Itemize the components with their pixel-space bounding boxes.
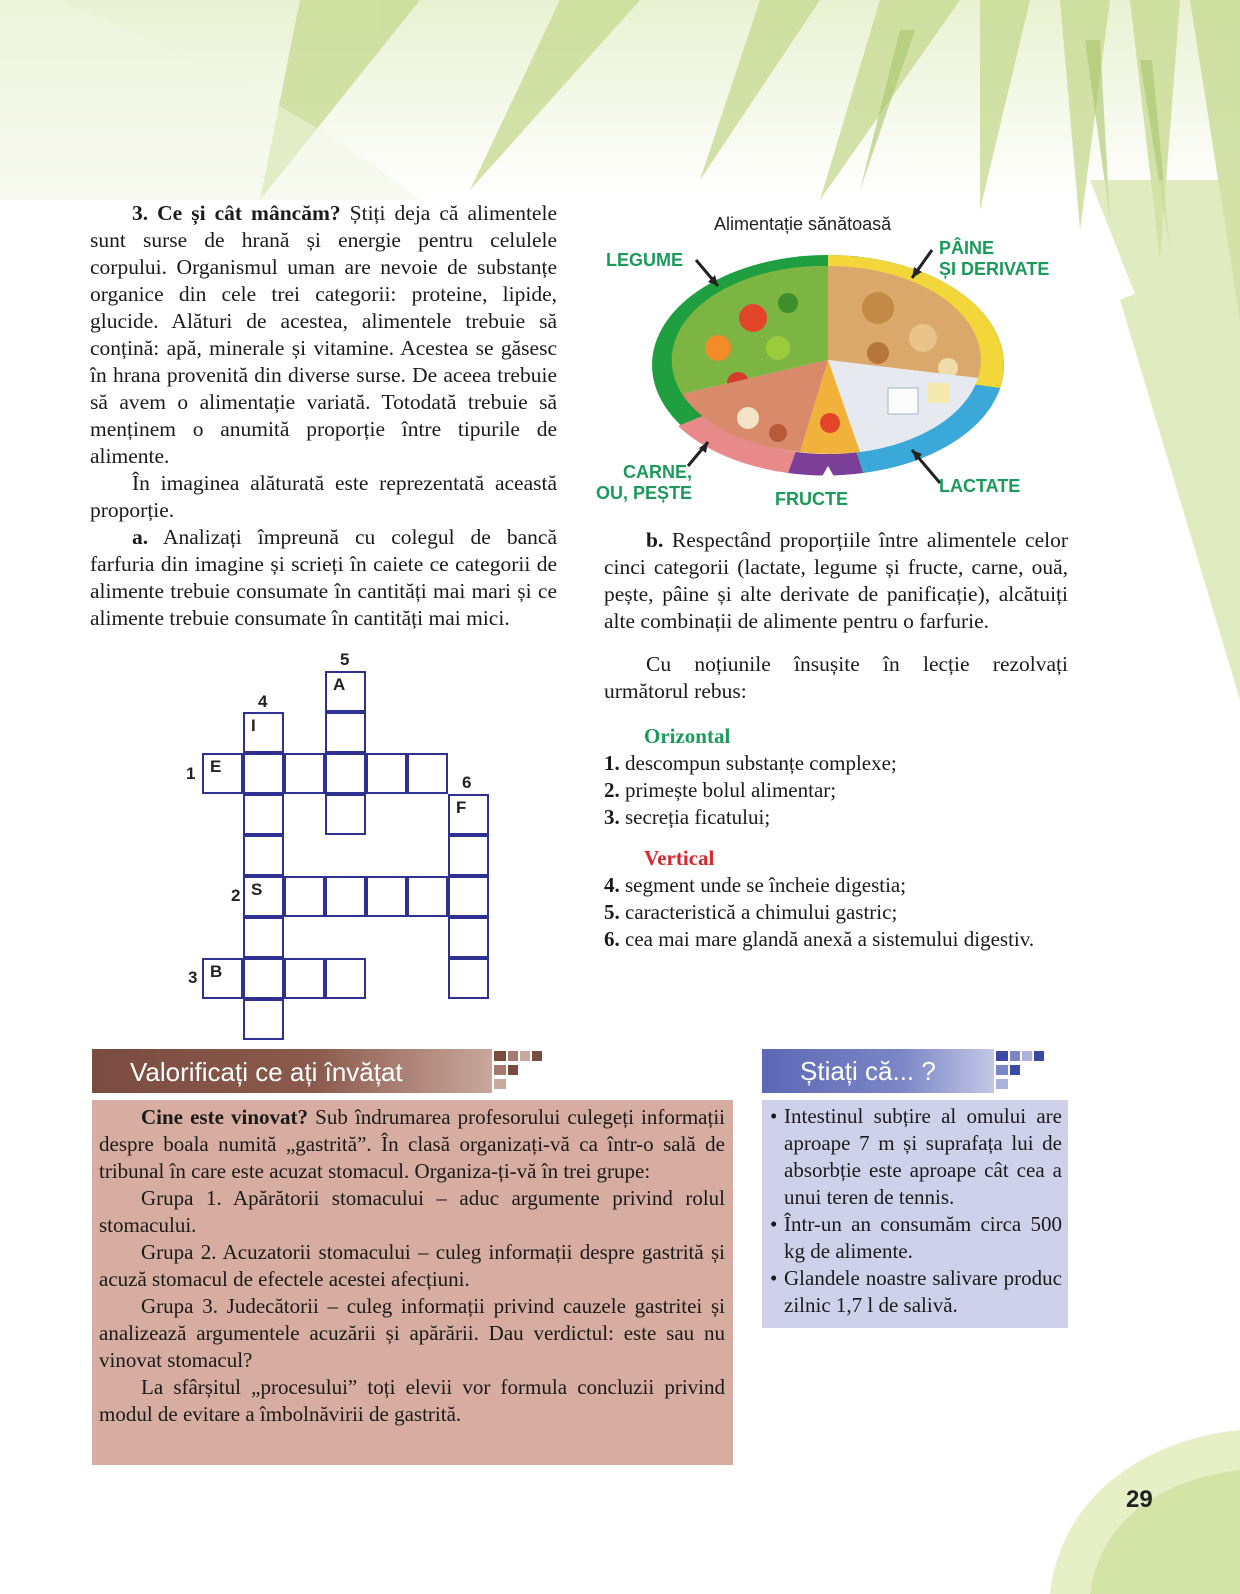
crossword-cell[interactable]: [448, 917, 489, 958]
orizontal-clue-2-text: primește bolul alimentar;: [619, 778, 837, 802]
crossword-cell[interactable]: B: [202, 958, 243, 999]
orizontal-clue-1-text: descompun substanțe complexe;: [619, 751, 897, 775]
vertical-clue-5-num: 5.: [604, 900, 620, 924]
crossword-cell[interactable]: [407, 753, 448, 794]
valorificati-conclusion: La sfârșitul „procesului” toți elevii vor formula concluzii privind modul de evitare a îmbolnăvirii de gastrită.: [99, 1375, 725, 1426]
crossword-cell[interactable]: [448, 876, 489, 917]
valorificati-group-2: Grupa 2. Acuzatorii stomacului – culeg informații despre gastrită și acuză stomacul de efectele acestei afecțiuni.: [99, 1240, 725, 1291]
healthy-plate-figure: [578, 198, 1078, 518]
crossword-number-3: 3: [188, 968, 198, 987]
vertical-clue-5: [604, 899, 1068, 926]
crossword-number-6: 6: [462, 773, 472, 792]
crossword-cell[interactable]: S: [243, 876, 284, 917]
crossword-number-2: 2: [231, 886, 241, 905]
valorificati-intro-text: Sub îndrumarea profesorului culegeți informații despre boala numită „gastrită”. În clasă organizați-vă ca într-o sală de tribunal în care este acuzat stomacul. Organiza-ți-vă în trei grupe:: [99, 1105, 725, 1183]
orizontal-clue-1: [604, 750, 1068, 777]
stiati-fact-2-text: Într-un an consumăm circa 500 kg de alimente.: [784, 1212, 1062, 1263]
valorificati-banner: [92, 1049, 492, 1093]
crossword-cell[interactable]: [243, 958, 284, 999]
section-3-text: Știți deja că alimentele sunt surse de hrană și energie pentru celulele corpului. Organismul uman are nevoie de substanțe organice din cele trei categorii: proteine, lipide, glucide. Alături de acestea, alimentele trebuie să conțină: apă, minerale și vitamine. Acestea se găsesc în hrana provenită din diverse surse. De aceea trebuie să avem o alimentație variată. Totodată trebuie să menținem o anumită proporție între tipurile de alimente.: [90, 201, 557, 468]
crossword-cell[interactable]: [366, 876, 407, 917]
valorificati-intro: [99, 1104, 725, 1185]
section-3-title: 3. Ce și cât mâncăm?: [132, 201, 341, 225]
crossword-cell[interactable]: [448, 958, 489, 999]
orizontal-title: Orizontal: [644, 724, 731, 748]
section-3-body: [90, 200, 557, 632]
plate-label-fructe: FRUCTE: [775, 489, 848, 509]
crossword-cell[interactable]: [325, 958, 366, 999]
crossword-cell[interactable]: [325, 712, 366, 753]
plate-title: Alimentație sănătoasă: [714, 214, 892, 234]
stiati-fact-1: [770, 1103, 1062, 1211]
stiati-banner-title: Știați că... ?: [800, 1056, 936, 1086]
crossword-cell[interactable]: [448, 835, 489, 876]
crossword-number-1: 1: [186, 764, 196, 783]
crossword-number-5: 5: [340, 650, 350, 669]
stiati-fact-2: [770, 1211, 1062, 1265]
plate-label-paine: [939, 238, 1049, 280]
plate-label-legume: LEGUME: [606, 250, 684, 270]
valorificati-squares-icon: [494, 1049, 544, 1093]
crossword-cell[interactable]: [243, 999, 284, 1040]
orizontal-clue-3-num: 3.: [604, 805, 620, 829]
stiati-squares-icon: [996, 1049, 1046, 1093]
stiati-fact-3: [770, 1265, 1062, 1319]
task-a: [90, 524, 557, 632]
vertical-clue-5-text: caracteristică a chimului gastric;: [619, 900, 898, 924]
vertical-clue-4: [604, 872, 1068, 899]
crossword-cell[interactable]: I: [243, 712, 284, 753]
plate-label-carne: [586, 462, 692, 504]
valorificati-group-3: Grupa 3. Judecătorii – culeg informații privind cauzele gastritei și analizează argumentele acuzării și apărării. Dau verdictul: este sau nu vinovat stomacul?: [99, 1294, 725, 1372]
vertical-clue-6-text: cea mai mare glandă anexă a sistemului digestiv.: [619, 927, 1035, 951]
valorificati-title: Cine este vinovat?: [141, 1105, 309, 1129]
crossword-cell[interactable]: [243, 917, 284, 958]
vertical-clue-4-num: 4.: [604, 873, 620, 897]
plate-label-paine-line1: PÂINE: [939, 238, 995, 258]
crossword-cell[interactable]: [325, 794, 366, 835]
stiati-fact-3-text: Glandele noastre salivare produc zilnic 1,7 l de salivă.: [784, 1266, 1062, 1317]
task-b: [604, 527, 1068, 635]
crossword-cell[interactable]: [284, 958, 325, 999]
orizontal-clue-3: [604, 804, 1068, 831]
plate-label-carne-line2: OU, PEȘTE: [595, 483, 692, 503]
orizontal-clue-2: [604, 777, 1068, 804]
orizontal-clue-1-num: 1.: [604, 751, 620, 775]
vertical-clue-6-num: 6.: [604, 927, 620, 951]
task-b-and-rebus: [604, 527, 1068, 953]
bullet-icon: •: [770, 1266, 778, 1290]
task-b-text: Respectând proporțiile între alimentele celor cinci categorii (lactate, legume și fructe, carne, ouă, pește, pâine și alte derivate de panificație), alcătuiți alte combinații de alimente pentru o farfurie.: [604, 528, 1068, 633]
orizontal-clue-2-num: 2.: [604, 778, 620, 802]
section-3-paragraph-1: [90, 200, 557, 470]
vertical-clue-6: [604, 926, 1068, 953]
vertical-title: Vertical: [644, 846, 715, 870]
orizontal-clue-3-text: secreția ficatului;: [619, 805, 771, 829]
crossword-cell[interactable]: [407, 876, 448, 917]
task-b-label: b.: [646, 528, 664, 552]
valorificati-group-1: Grupa 1. Apărătorii stomacului – aduc argumente privind rolul stomacului.: [99, 1186, 725, 1237]
task-a-label: a.: [132, 525, 149, 549]
page-number: 29: [1126, 1486, 1153, 1513]
crossword-cell[interactable]: [243, 835, 284, 876]
crossword-cell[interactable]: [366, 753, 407, 794]
crossword-number-4: 4: [258, 692, 268, 711]
crossword-cell[interactable]: F: [448, 794, 489, 835]
rebus-intro: Cu noțiunile însușite în lecție rezolvați următorul rebus:: [604, 652, 1068, 703]
crossword-cell[interactable]: [284, 753, 325, 794]
crossword-cell[interactable]: [325, 753, 366, 794]
vertical-clue-4-text: segment unde se încheie digestia;: [619, 873, 907, 897]
bullet-icon: •: [770, 1212, 778, 1236]
stiati-fact-1-text: Intestinul subțire al omului are aproape 7 m și suprafața lui de absorbție este aproape cât cea a unui teren de tennis.: [784, 1104, 1062, 1209]
stiati-banner: [762, 1049, 994, 1093]
stiati-box: [762, 1100, 1068, 1328]
crossword-cell[interactable]: [243, 753, 284, 794]
section-3-paragraph-2: În imaginea alăturată este reprezentată această proporție.: [90, 471, 557, 522]
plate-label-carne-line1: CARNE,: [622, 462, 692, 482]
task-a-text: Analizați împreună cu colegul de bancă farfuria din imagine și scrieți în caiete ce categorii de alimente trebuie consumate în cantități mai mari și ce alimente trebuie consumate în cantități mai mici.: [90, 525, 557, 630]
plate-label-lactate: LACTATE: [939, 476, 1021, 496]
crossword-cell[interactable]: E: [202, 753, 243, 794]
crossword-cell[interactable]: [243, 794, 284, 835]
plate-label-paine-line2: ȘI DERIVATE: [939, 259, 1050, 279]
crossword-cell[interactable]: [325, 876, 366, 917]
crossword-cell[interactable]: [284, 876, 325, 917]
valorificati-box: [92, 1100, 733, 1465]
crossword-cell[interactable]: A: [325, 671, 366, 712]
valorificati-banner-title: Valorificați ce ați învățat: [130, 1057, 403, 1087]
bullet-icon: •: [770, 1104, 778, 1128]
